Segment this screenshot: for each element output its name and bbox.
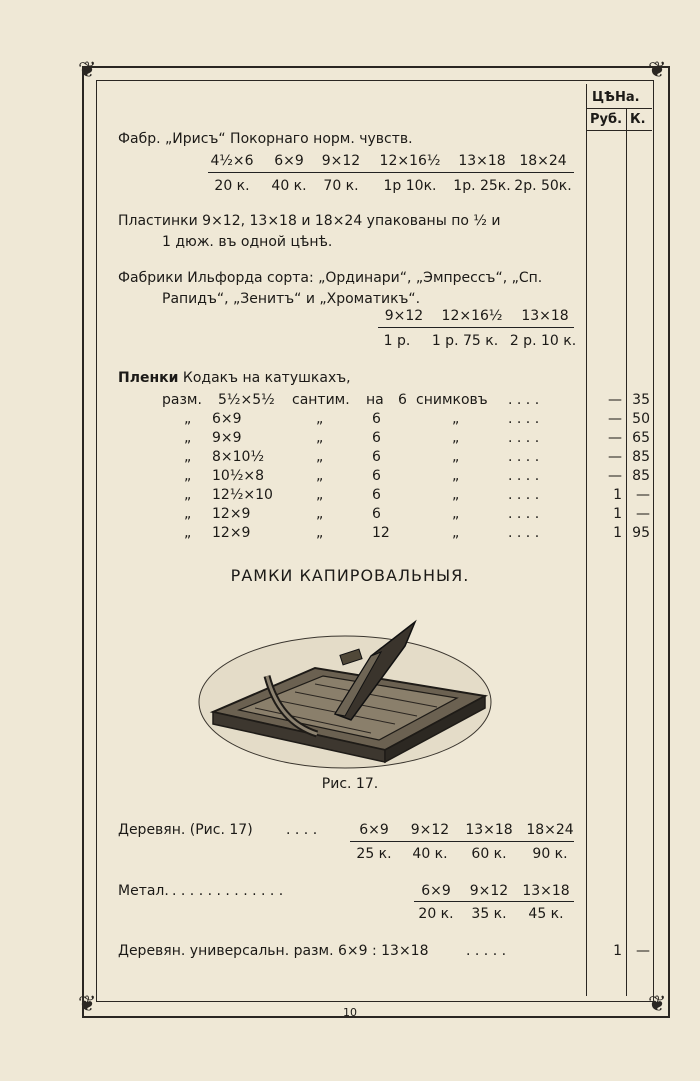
- metal-price: 20 к.: [418, 906, 454, 922]
- film-prefix: „: [184, 449, 192, 465]
- films-title-rest: Кодакъ на катушкахъ,: [182, 370, 351, 386]
- film-dots: . . . .: [508, 487, 540, 503]
- film-word: „: [452, 430, 460, 446]
- metal-dots: . . . . . . . . . . . . .: [172, 883, 284, 899]
- film-unit: „: [316, 449, 324, 465]
- metal-size: 9×12: [469, 883, 509, 899]
- iris-price: 20 к.: [214, 178, 250, 194]
- film-count: 6: [372, 430, 381, 446]
- corner-ornament-bottom-left: ❦: [78, 992, 97, 1017]
- film-price-kop: —: [636, 506, 650, 522]
- film-price-rub: 1: [613, 487, 622, 503]
- wooden-size: 18×24: [526, 822, 574, 838]
- film-dots: . . . .: [508, 449, 540, 465]
- universal-price-kop: —: [636, 943, 650, 959]
- film-price-kop: 95: [632, 525, 650, 541]
- film-word: снимковъ: [416, 392, 488, 408]
- film-dots: . . . .: [508, 506, 540, 522]
- ilford-sizes-row: [376, 308, 578, 324]
- page-number: 10: [343, 1006, 357, 1019]
- film-dots: . . . .: [508, 430, 540, 446]
- film-unit: „: [316, 430, 324, 446]
- film-unit: сантим.: [292, 392, 350, 408]
- film-price-rub: —: [608, 430, 622, 446]
- film-count: 12: [372, 525, 390, 541]
- iris-size: 13×18: [458, 153, 506, 169]
- film-word: „: [452, 449, 460, 465]
- metal-prices-row: [410, 906, 576, 922]
- film-count: 6: [372, 411, 381, 427]
- film-prefix: „: [184, 487, 192, 503]
- plates-note-line2: 1 дюж. въ одной цѣнѣ.: [162, 234, 333, 250]
- ilford-prices-row: [372, 333, 578, 349]
- film-size: 5½×5½: [218, 392, 275, 408]
- iris-sizes-row: [200, 153, 574, 169]
- universal-dots: . . . . .: [466, 943, 507, 959]
- film-count: 6: [372, 506, 381, 522]
- film-size: 12×9: [212, 506, 251, 522]
- film-price-rub: —: [608, 468, 622, 484]
- ilford-line1: Фабрики Ильфорда сорта: „Ординари“, „Эмпрессъ“, „Сп.: [118, 270, 543, 286]
- wooden-price: 90 к.: [532, 846, 568, 862]
- ilford-price: 1 р.: [383, 333, 411, 349]
- film-size: 12½×10: [212, 487, 273, 503]
- ilford-size: 12×16½: [441, 308, 503, 324]
- film-price-rub: —: [608, 411, 622, 427]
- film-size: 8×10½: [212, 449, 265, 465]
- corner-ornament-bottom-right: ❦: [648, 992, 667, 1017]
- films-title-bold: Пленки: [118, 370, 179, 386]
- wooden-size: 6×9: [359, 822, 389, 838]
- film-prefix: разм.: [162, 392, 202, 408]
- wooden-price: 40 к.: [412, 846, 448, 862]
- iris-size: 9×12: [321, 153, 361, 169]
- kop-header: К.: [630, 112, 646, 127]
- film-size: 12×9: [212, 525, 251, 541]
- rub-header: Руб.: [590, 112, 623, 127]
- film-unit: „: [316, 468, 324, 484]
- universal-price-rub: 1: [613, 943, 622, 959]
- film-dots: . . . .: [508, 468, 540, 484]
- ilford-rule: [378, 327, 574, 328]
- wooden-dots: . . . .: [286, 822, 318, 838]
- film-price-kop: 35: [632, 392, 650, 408]
- film-prefix: „: [184, 430, 192, 446]
- ilford-size: 9×12: [384, 308, 424, 324]
- ilford-price: 1 р. 75 к.: [431, 333, 499, 349]
- film-unit: „: [316, 506, 324, 522]
- figure-caption: Рис. 17.: [321, 776, 379, 792]
- iris-price: 1р. 25к.: [453, 178, 511, 194]
- film-count: 6: [372, 487, 381, 503]
- iris-price: 40 к.: [271, 178, 307, 194]
- rub-kop-divider: [626, 108, 627, 996]
- wooden-price: 25 к.: [356, 846, 392, 862]
- corner-ornament-top-left: ❦: [78, 58, 97, 83]
- films-title: [118, 370, 351, 386]
- film-prefix: „: [184, 468, 192, 484]
- iris-size: 6×9: [274, 153, 304, 169]
- film-unit: „: [316, 487, 324, 503]
- film-size: 9×9: [212, 430, 242, 446]
- iris-price: 70 к.: [323, 178, 359, 194]
- wooden-label: Деревян. (Рис. 17): [118, 822, 253, 838]
- frames-heading: РАМКИ КАПИРОВАЛЬНЫЯ.: [230, 566, 470, 585]
- price-column-divider: [586, 84, 587, 996]
- iris-size: 18×24: [519, 153, 567, 169]
- copying-frame-illustration: [195, 612, 495, 772]
- metal-size: 13×18: [522, 883, 570, 899]
- film-word: „: [452, 468, 460, 484]
- wooden-prices-row: [346, 846, 580, 862]
- iris-price: 2р. 50к.: [514, 178, 572, 194]
- wooden-price: 60 к.: [471, 846, 507, 862]
- iris-rule: [208, 172, 574, 173]
- metal-label: Метал.: [118, 883, 169, 899]
- film-na: на: [366, 392, 384, 408]
- film-unit: „: [316, 411, 324, 427]
- iris-prices-row: [200, 178, 574, 194]
- film-price-kop: 65: [632, 430, 650, 446]
- metal-rule: [414, 901, 574, 902]
- film-count: 6: [398, 392, 407, 408]
- price-header-rule: [586, 108, 652, 109]
- film-price-rub: 1: [613, 506, 622, 522]
- film-dots: . . . .: [508, 411, 540, 427]
- price-header: ЦѢНа.: [592, 90, 640, 105]
- film-price-kop: 85: [632, 449, 650, 465]
- iris-price: 1р 10к.: [383, 178, 437, 194]
- metal-sizes-row: [410, 883, 576, 899]
- film-price-kop: —: [636, 487, 650, 503]
- film-price-rub: —: [608, 449, 622, 465]
- film-prefix: „: [184, 525, 192, 541]
- corner-ornament-top-right: ❦: [648, 58, 667, 83]
- film-price-rub: 1: [613, 525, 622, 541]
- wooden-rule: [350, 841, 574, 842]
- film-count: 6: [372, 449, 381, 465]
- plates-note-line1: Пластинки 9×12, 13×18 и 18×24 упакованы по ½ и: [118, 213, 501, 229]
- wooden-size: 13×18: [465, 822, 513, 838]
- film-unit: „: [316, 525, 324, 541]
- ilford-line2: Рапидъ“, „Зенитъ“ и „Хроматикъ“.: [162, 291, 421, 307]
- iris-title: Фабр. „Ирисъ“ Покорнаго норм. чувств.: [118, 131, 413, 147]
- film-size: 6×9: [212, 411, 242, 427]
- film-price-kop: 50: [632, 411, 650, 427]
- metal-price: 35 к.: [471, 906, 507, 922]
- film-count: 6: [372, 468, 381, 484]
- film-dots: . . . .: [508, 392, 540, 408]
- film-price-kop: 85: [632, 468, 650, 484]
- universal-label: Деревян. универсальн. разм. 6×9 : 13×18: [118, 943, 429, 959]
- film-size: 10½×8: [212, 468, 265, 484]
- ilford-size: 13×18: [521, 308, 569, 324]
- film-word: „: [452, 411, 460, 427]
- price-subheader-rule: [586, 130, 652, 131]
- film-word: „: [452, 487, 460, 503]
- iris-size: 4½×6: [210, 153, 254, 169]
- iris-size: 12×16½: [379, 153, 441, 169]
- metal-price: 45 к.: [528, 906, 564, 922]
- film-word: „: [452, 525, 460, 541]
- film-word: „: [452, 506, 460, 522]
- wooden-size: 9×12: [410, 822, 450, 838]
- metal-size: 6×9: [421, 883, 451, 899]
- film-prefix: „: [184, 506, 192, 522]
- film-prefix: „: [184, 411, 192, 427]
- film-dots: . . . .: [508, 525, 540, 541]
- film-price-rub: —: [608, 392, 622, 408]
- ilford-price: 2 р. 10 к.: [509, 333, 577, 349]
- wooden-sizes-row: [346, 822, 580, 838]
